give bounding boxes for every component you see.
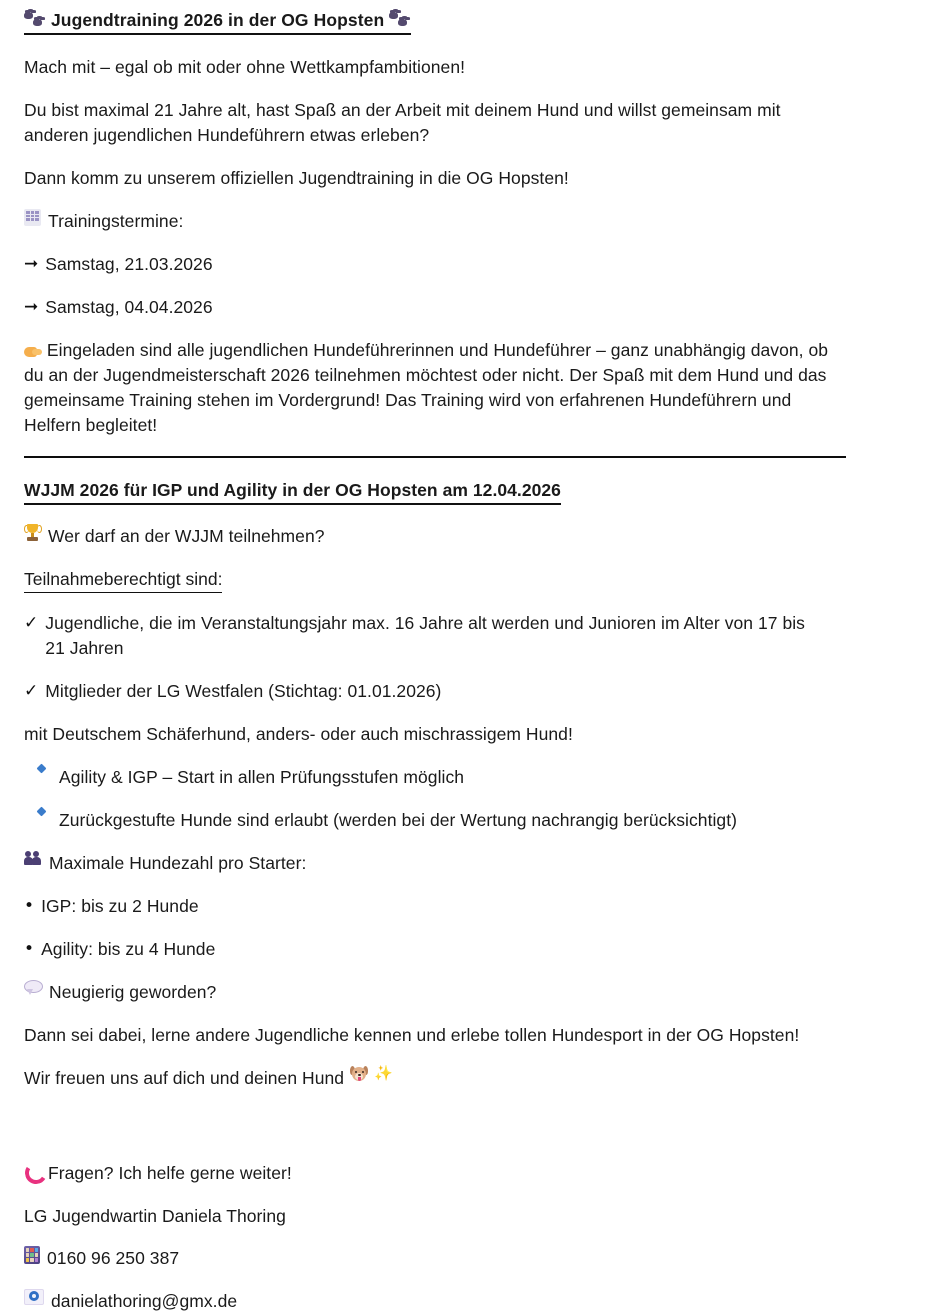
speech-balloon-icon [24,980,42,995]
training-dates-heading [24,209,844,234]
dog-count-heading-row [24,851,844,876]
contact-email-row[interactable] [24,1289,844,1314]
eligibility-heading-row [24,567,910,611]
wjjm-title-row [24,478,910,524]
intro-paragraph-1: Mach mit – egal ob mit oder ohne Wettkampfambitionen! [24,57,466,77]
paw-prints-icon [24,11,46,29]
eligibility-item-text: Jugendliche, die im Veranstaltungsjahr max. 16 Jahre alt werden und Junioren im Alter von 17 bis 21 Jahren [45,613,805,658]
curious-text: Neugierig geworden? [49,982,217,1002]
wjjm-question-row [24,524,844,549]
breeds-note: mit Deutschem Schäferhund, anders- oder auch mischrassigem Hund! [24,724,573,744]
spacer [24,1109,910,1161]
page-title-row [24,8,910,55]
check-icon: ✓ [24,613,39,633]
training-date-text: Samstag, 04.04.2026 [45,297,213,317]
blue-diamond-icon [38,765,48,775]
intro-paragraph-3: Dann komm zu unserem offiziellen Jugendtraining in die OG Hopsten! [24,168,569,188]
dog-count-item [24,894,844,919]
page-title [24,8,411,35]
contact-mobile-number[interactable]: 0160 96 250 387 [47,1248,180,1268]
farewell-row [24,1066,844,1091]
invitation-paragraph [24,338,844,438]
keypad-icon [24,1246,40,1264]
training-date-text: Samstag, 21.03.2026 [45,254,213,274]
arrow-right-icon: ➞ [24,297,39,317]
arrow-right-icon: ➞ [24,254,39,274]
dog-count-item-text: Agility: bis zu 4 Hunde [41,939,216,959]
sparkles-icon: ✨ [374,1064,393,1082]
diamond-point-text: Zurückgestufte Hunde sind erlaubt (werden bei der Wertung nachrangig berücksichtigt) [59,810,737,830]
calendar-icon [24,209,41,226]
call-to-action: Dann sei dabei, lerne andere Jugendliche kennen und erlebe tollen Hundesport in der OG Hopsten! [24,1025,800,1045]
contact-email-address[interactable]: danielathoring@gmx.de [51,1291,238,1311]
dog-face-icon [351,1066,367,1082]
trophy-icon [24,524,41,542]
diamond-point [24,765,858,790]
bullet-icon: • [24,896,35,916]
curious-row [24,980,844,1005]
diamond-point-text: Agility & IGP – Start in allen Prüfungsstufen möglich [59,767,465,787]
contact-questions-row [24,1161,844,1186]
eligibility-item [24,679,844,704]
email-icon [24,1289,44,1305]
wjjm-question-text: Wer darf an der WJJM teilnehmen? [48,526,325,546]
farewell-text: Wir freuen uns auf dich und deinen Hund [24,1068,345,1088]
bullet-icon: • [24,939,35,959]
intro-paragraph-2: Du bist maximal 21 Jahre alt, hast Spaß an der Arbeit mit deinem Hund und willst gemeinsam mit anderen jugendlichen Hundeführern etwas erleben? [24,100,781,145]
page-title-text: Jugendtraining 2026 in der OG Hopsten [50,10,385,30]
blue-diamond-icon [38,808,48,818]
section-divider [24,456,846,458]
diamond-point [24,808,858,833]
dog-count-heading: Maximale Hundezahl pro Starter: [49,853,307,873]
check-icon: ✓ [24,681,39,701]
wjjm-section-title: WJJM 2026 für IGP und Agility in der OG Hopsten am 12.04.2026 [24,478,561,505]
contact-questions-text: Fragen? Ich helfe gerne weiter! [48,1163,292,1183]
dog-count-item-text: IGP: bis zu 2 Hunde [41,896,199,916]
pointing-hand-icon [24,344,42,359]
contact-mobile-row[interactable] [24,1246,844,1271]
busts-in-silhouette-icon [24,851,42,866]
dog-count-item [24,937,844,962]
training-dates-label: Trainingstermine: [48,211,184,231]
eligibility-item-text: Mitglieder der LG Westfalen (Stichtag: 01.01.2026) [45,681,442,701]
telephone-receiver-icon [24,1161,41,1177]
invitation-text: Eingeladen sind alle jugendlichen Hundeführerinnen und Hundeführer – ganz unabhängig davon, ob du an der Jugendmeisterschaft 2026 teilnehmen möchtest oder nicht. Der Spaß mit dem Hund und das gemeinsame Training stehen im Vordergrund! Das Training wird von erfahrenen Hundeführern und Helfern begleitet! [24,340,829,435]
training-date-item [24,295,844,320]
eligibility-heading: Teilnahmeberechtigt sind: [24,567,222,593]
contact-name: LG Jugendwartin Daniela Thoring [24,1206,286,1226]
eligibility-item [24,611,824,661]
paw-prints-icon [389,11,411,29]
training-date-item [24,252,844,277]
